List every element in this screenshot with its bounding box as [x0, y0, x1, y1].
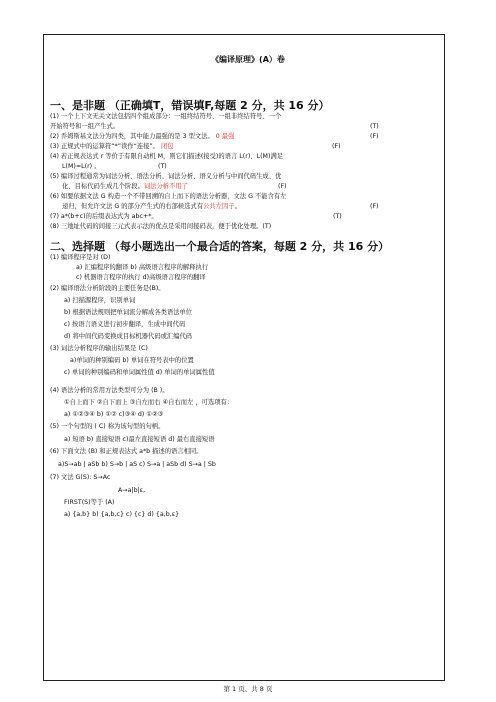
q1-2-answer: (F) [370, 133, 379, 140]
q2-4: (4) 语法分析的常用方法类型可分为 (B )。 [50, 387, 169, 394]
q2-2: (2) 编译语法分析阶段的主要任务是(B)。 [50, 285, 165, 292]
q2-5-options: a) 短语 b) 直接短语 c)最左直接短语 d) 最右直接短语 [64, 436, 215, 443]
section-heading-multiple-choice: 二、选择题 （每小题选出一个最合适的答案，每题 2 分，共 16 分） [50, 240, 390, 253]
q1-7: (7) a*(b+c)的后缀表达式为 abc+*。 [50, 213, 158, 220]
q1-6-text-end: 。 [234, 203, 241, 210]
q1-3-answer: (F) [332, 143, 341, 150]
q2-2-option-a: a) 扫描源程序，识别单词 [64, 297, 136, 304]
q1-3-text: (3) 正规式中的运算符“*”读作“连接”。 [50, 143, 159, 150]
q2-3-options-b: c) 单词的种别编码和单词属性值 d) 单词的单词属性值 [64, 369, 215, 376]
q2-2-option-c: c) 按语言语义进行初步翻译，生成中间代码 [64, 321, 186, 328]
q1-5-annotation: 词法分析不用了 [143, 183, 188, 190]
q2-1-options-b: c) 机器语言程序的执行 d)高级语言程序的翻译 [76, 274, 206, 281]
q1-2-text: (2) 乔姆斯基文法分为四类，其中能力最强的是 3 型文法。 [50, 133, 214, 140]
section-heading-true-false: 一、是非题 （正确填T，错误填F,每题 2 分，共 16 分） [50, 99, 330, 112]
q2-1: (1) 编译程序是对 (D) [50, 254, 111, 261]
q2-5: (5) 一个句型的 ( C) 称为该句型的句柄。 [50, 423, 165, 430]
page-footer: 第 1 页、共 8 页 [223, 685, 273, 693]
q1-5-line-a: (5) 编译过程通常为词法分析、语法分析、词法分析、语义分析与中间代码生成、优 [50, 173, 282, 180]
q1-5-answer: (F) [278, 183, 287, 190]
q2-7-options: a) {a,b} b) {a,b,c} c) {c} d) {a,b,ε} [64, 511, 180, 518]
q2-2-option-d: d) 将中间代码变换成目标机器代码或汇编代码 [64, 333, 193, 340]
q1-6-line-b [62, 203, 241, 211]
q1-5-text: 化、目标代码生成几个阶段。 [62, 183, 144, 190]
q2-4-choices: ①自上而下 ②自下而上 ③自左而右 ④自右而左 ，可选项有： [64, 399, 234, 406]
q1-6-text: 递归，但允许文法 G 的部分产生式的右部候选式有 [62, 203, 204, 210]
q2-3-options-a: a)单词的种别编码 b) 单词在符号表中的位置 [70, 357, 194, 364]
q1-3-annotation: 闭包 [161, 143, 174, 150]
q1-8: (8) 三地址代码的间接三元式表示法的优点是采用间接码表，便于优化处理。(T) [50, 223, 272, 230]
q2-6-options: a)S→ab | aSb b) S→b | aS c) S→a | aSb d) S→a | Sb [58, 461, 216, 468]
q1-4-line-a: (4) 若正规表达式 r 等价于有限自动机 M，则它们描述(接受)的语言 L(r)、L(M)满足 [50, 153, 284, 160]
q2-4-options: a) ①②③④ b) ①② c)③④ d) ①②③ [64, 411, 164, 418]
q1-4-answer: (T) [158, 163, 167, 170]
q1-1-line-b: 开始符号和一组产生式。 [50, 123, 120, 130]
q1-7-answer: (T) [333, 213, 342, 220]
q1-3 [50, 143, 174, 151]
q2-1-options-a: a) 汇编程序的翻译 b) 高级语言程序的解释执行 [76, 264, 209, 271]
q1-6-annotation: 公共左因子 [203, 203, 235, 210]
q1-2-annotation: 0 最强 [215, 133, 235, 140]
q1-6-answer: (F) [370, 203, 379, 210]
q1-1-line-a: (1) 一个上下文无关文法包括四个组成部分：一组终结符号、一组非终结符号、一个 [50, 113, 282, 120]
q1-6-line-a: (6) 如要依据文法 G 构造一个不带回溯的自上而下的语法分析器，文法 G 不能含有左 [50, 193, 287, 200]
q2-7: (7) 文法 G(S): S→Ac [50, 474, 111, 481]
q2-2-option-b: b) 根据语法规则把单词流分解成各类语法单位 [64, 309, 193, 316]
q1-2 [50, 133, 234, 141]
q1-1-answer: (T) [370, 123, 379, 130]
q1-4-line-b: L(M)=L(r) 。 [62, 163, 101, 170]
q2-7-question: FIRST(S)等于 (A) [64, 499, 115, 506]
q2-7-production: A→a|b|ε, [118, 487, 146, 494]
q2-6: (6) 下面文法 (B) 和正规表达式 a*b 描述的语言相同。 [50, 448, 203, 455]
q1-5-line-b [62, 183, 188, 191]
q2-3: (3) 词法分析程序的输出结果是 (C) [50, 345, 148, 352]
exam-title: 《编译原理》(A）卷 [211, 55, 285, 64]
